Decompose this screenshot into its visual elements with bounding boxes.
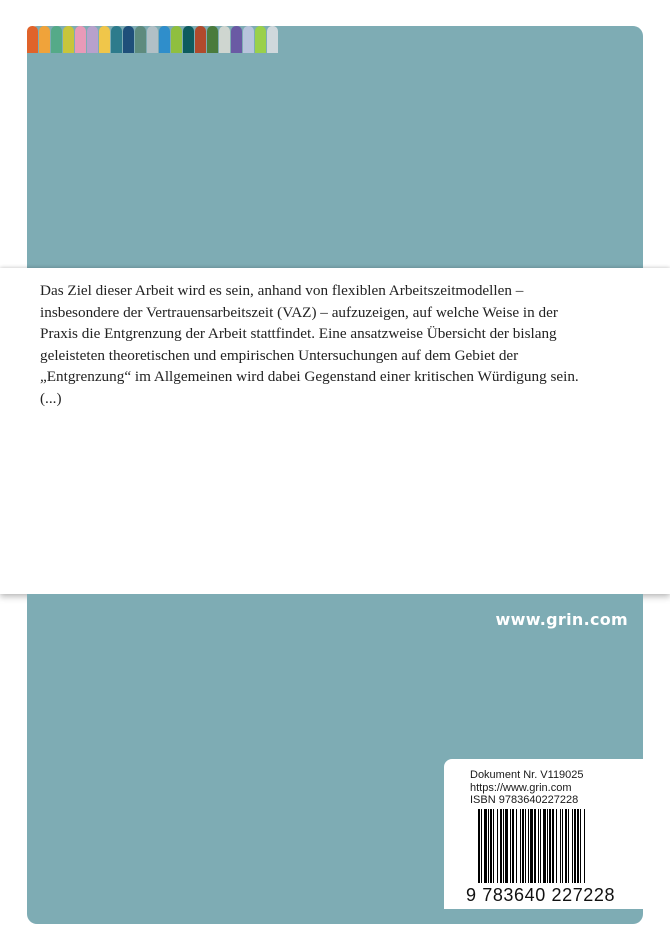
publisher-url: www.grin.com [495, 610, 628, 629]
barcode-bar [584, 809, 585, 883]
barcode-bar [562, 809, 563, 883]
barcode-bar [565, 809, 567, 883]
barcode-bar [580, 809, 581, 883]
color-stripe [87, 26, 98, 53]
barcode-bar [540, 809, 541, 883]
blurb-line: „Entgrenzung“ im Allgemeinen wird dabei Gegenstand einer kritischen Würdigung sein. [40, 368, 579, 385]
color-stripes [27, 26, 279, 53]
isbn-info-box [444, 759, 643, 909]
color-stripe [243, 26, 254, 53]
color-stripe [51, 26, 62, 53]
color-stripe [207, 26, 218, 53]
barcode-bar [525, 809, 526, 883]
color-stripe [99, 26, 110, 53]
document-meta [470, 769, 584, 807]
color-stripe [171, 26, 182, 53]
barcode-bar [520, 809, 521, 883]
blurb-line: insbesondere der Vertrauensarbeitszeit (VAZ) – aufzuzeigen, auf welche Weise in der [40, 303, 558, 321]
barcode-bar [478, 809, 480, 883]
color-stripe [255, 26, 266, 53]
color-stripe [183, 26, 194, 53]
color-stripe [267, 26, 278, 53]
color-stripe [123, 26, 134, 53]
barcode-bar [530, 809, 533, 883]
color-stripe [147, 26, 158, 53]
color-stripe [27, 26, 38, 53]
barcode-bar [528, 809, 529, 883]
website-url: https://www.grin.com [470, 781, 572, 794]
barcode-bar [512, 809, 514, 883]
isbn-barcode [478, 809, 628, 883]
barcode-bar [549, 809, 551, 883]
color-stripe [111, 26, 122, 53]
isbn-text: ISBN 9783640227228 [470, 794, 579, 806]
barcode-bar [490, 809, 492, 883]
color-stripe [195, 26, 206, 53]
barcode-bar [556, 809, 557, 883]
barcode-bar [574, 809, 576, 883]
barcode-bar [560, 809, 561, 883]
barcode-bar [481, 809, 482, 883]
color-stripe [63, 26, 74, 53]
barcode-bar [538, 809, 539, 883]
color-stripe [39, 26, 50, 53]
blurb-line: geleisteten theoretischen und empirischen Untersuchungen auf dem Gebiet der [40, 346, 519, 364]
color-stripe [231, 26, 242, 53]
barcode-bar [510, 809, 511, 883]
blurb-line: (...) [40, 389, 62, 407]
color-stripe [159, 26, 170, 53]
blurb-text [40, 280, 640, 409]
color-stripe [135, 26, 146, 53]
barcode-bar [516, 809, 517, 883]
barcode-bar [493, 809, 494, 883]
blurb-band [0, 268, 670, 594]
document-number: Dokument Nr. V119025 [470, 769, 584, 781]
barcode-bar [488, 809, 489, 883]
barcode-bar [534, 809, 536, 883]
barcode-bar [522, 809, 524, 883]
barcode-bar [552, 809, 554, 883]
barcode-bar [505, 809, 508, 883]
barcode-bar [572, 809, 573, 883]
barcode-number: 9 783640 227228 [466, 885, 616, 905]
cover-top-panel [27, 26, 643, 269]
blurb-line: Praxis die Entgrenzung der Arbeit stattfindet. Eine ansatzweise Übersicht der bislang [40, 325, 557, 342]
barcode-bar [577, 809, 579, 883]
color-stripe [219, 26, 230, 53]
barcode-bar [484, 809, 487, 883]
blurb-line: Das Ziel dieser Arbeit wird es sein, anhand von flexiblen Arbeitszeitmodellen – [40, 282, 524, 299]
barcode-bar [497, 809, 498, 883]
barcode-bar [503, 809, 504, 883]
barcode-bar [500, 809, 502, 883]
barcode-bar [543, 809, 546, 883]
barcode-bar [568, 809, 569, 883]
color-stripe [75, 26, 86, 53]
barcode-bar [547, 809, 548, 883]
